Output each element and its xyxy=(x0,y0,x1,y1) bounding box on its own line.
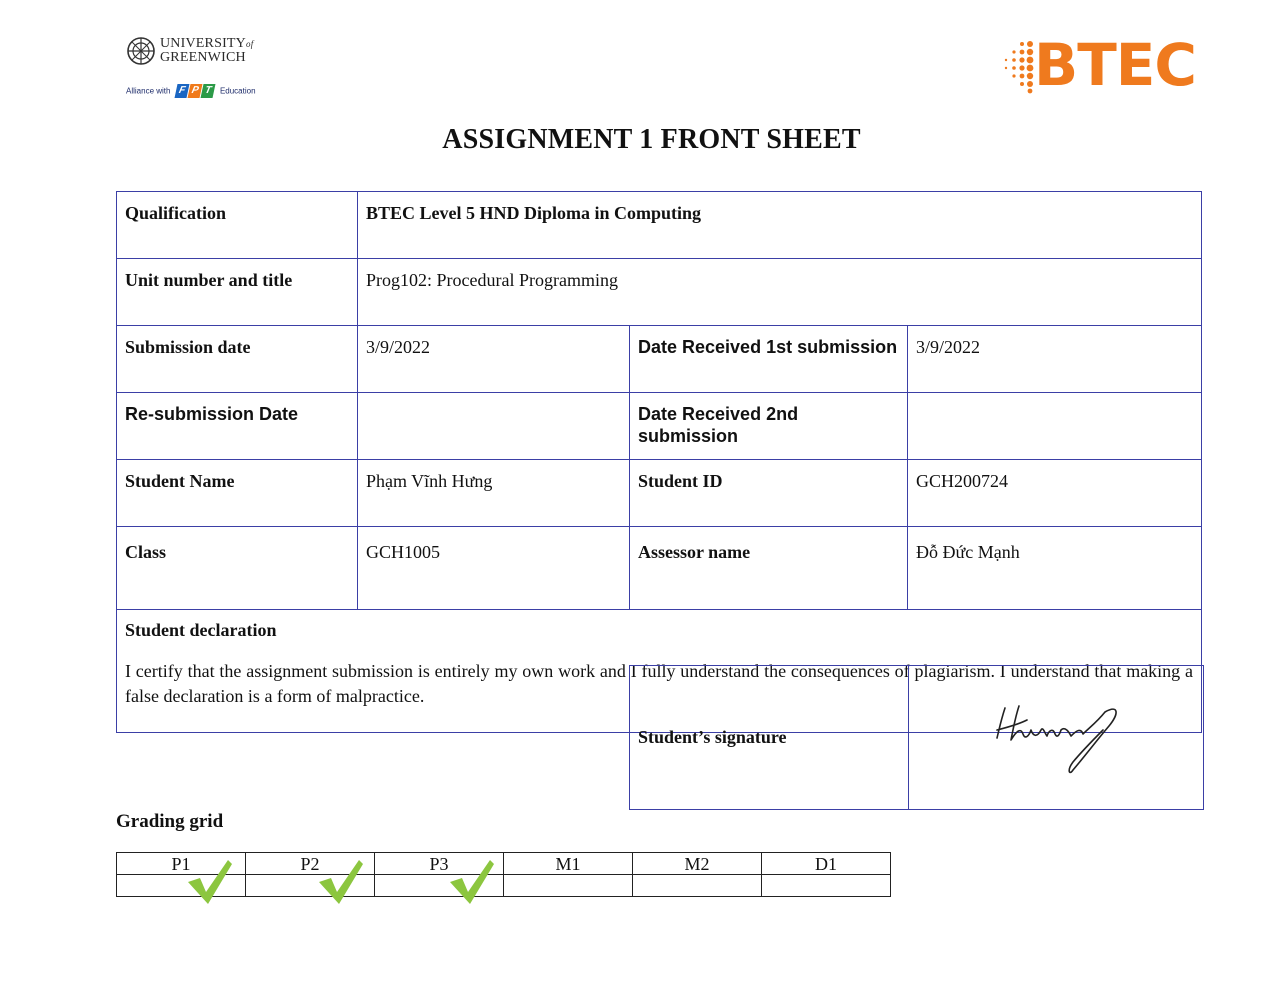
class-row xyxy=(117,527,1202,610)
check-mark-icon xyxy=(184,856,234,906)
fpt-logo: F P T xyxy=(176,84,215,98)
student-id-label: Student ID xyxy=(630,460,908,527)
grade-header-p3: P3 xyxy=(375,853,504,875)
date-received-1st-value: 3/9/2022 xyxy=(908,326,1202,393)
resubmission-label: Re-submission Date xyxy=(117,393,358,460)
qualification-value: BTEC Level 5 HND Diploma in Computing xyxy=(358,192,1202,259)
grade-header-m2: M2 xyxy=(633,853,762,875)
student-name-label: Student Name xyxy=(117,460,358,527)
student-id-value: GCH200724 xyxy=(908,460,1202,527)
grade-header-p2: P2 xyxy=(246,853,375,875)
signature-label-cell xyxy=(630,666,909,810)
alliance-line: Alliance with F P T Education xyxy=(126,85,256,96)
grade-cell xyxy=(633,875,762,897)
university-of-greenwich-logo xyxy=(126,36,266,100)
grading-grid-title: Grading grid xyxy=(116,811,224,832)
check-mark-icon xyxy=(315,856,365,906)
unit-value: Prog102: Procedural Programming xyxy=(358,259,1202,326)
signature-label: Student’s signature xyxy=(638,727,787,747)
university-name: UNIVERSITYof GREENWICH xyxy=(160,36,254,65)
declaration-title: Student declaration xyxy=(125,620,277,640)
submission-date-label: Submission date xyxy=(117,326,358,393)
dot-pattern-icon xyxy=(1000,38,1036,98)
grade-header-d1: D1 xyxy=(762,853,891,875)
signature-cell xyxy=(909,666,1204,810)
assessor-label: Assessor name xyxy=(630,527,908,610)
submission-row xyxy=(117,326,1202,393)
assessor-value: Đỗ Đức Mạnh xyxy=(908,527,1202,610)
qualification-label: Qualification xyxy=(117,192,358,259)
qualification-row xyxy=(117,192,1202,259)
unit-row xyxy=(117,259,1202,326)
signature-table xyxy=(629,665,1204,810)
grade-header-p1: P1 xyxy=(117,853,246,875)
student-row xyxy=(117,460,1202,527)
declaration-text: I certify that the assignment submission is entirely my own work and I fully understand the consequences of plagiarism. I understand that making a false declaration is a form of malpractice. xyxy=(125,661,1193,706)
submission-date-value: 3/9/2022 xyxy=(358,326,630,393)
date-received-2nd-label: Date Received 2nd submission xyxy=(630,393,908,460)
globe-icon xyxy=(126,36,156,66)
page-title: ASSIGNMENT 1 FRONT SHEET xyxy=(442,124,861,155)
date-received-2nd-value xyxy=(908,393,1202,460)
front-sheet-table xyxy=(116,191,1202,733)
student-name-value: Phạm Vĩnh Hưng xyxy=(358,460,630,527)
grade-cell xyxy=(504,875,633,897)
btec-wordmark: BTEC xyxy=(1034,31,1196,99)
date-received-1st-label: Date Received 1st submission xyxy=(630,326,908,393)
check-mark-icon xyxy=(446,856,496,906)
resubmission-row xyxy=(117,393,1202,460)
handwritten-signature xyxy=(993,700,1133,780)
class-label: Class xyxy=(117,527,358,610)
btec-logo xyxy=(1000,31,1200,100)
class-value: GCH1005 xyxy=(358,527,630,610)
grade-cell xyxy=(762,875,891,897)
unit-label: Unit number and title xyxy=(117,259,358,326)
grade-header-m1: M1 xyxy=(504,853,633,875)
resubmission-value xyxy=(358,393,630,460)
